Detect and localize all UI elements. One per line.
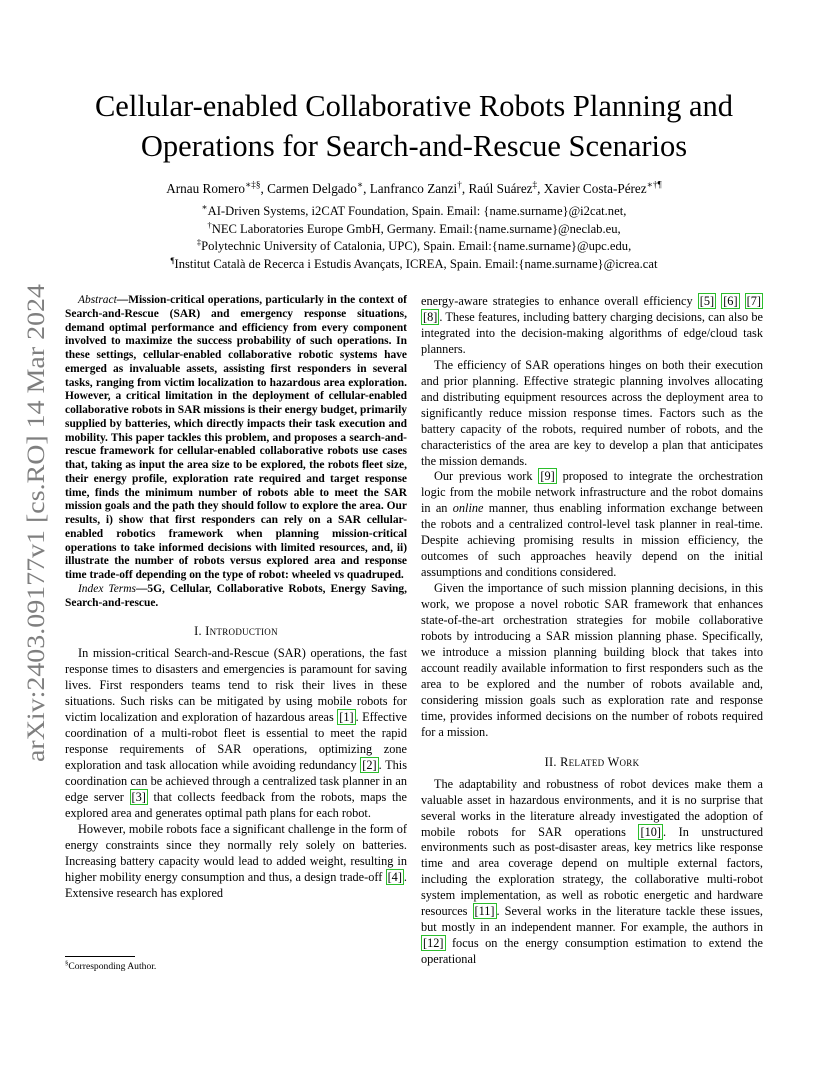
affiliation-mark: † (207, 219, 212, 230)
author-name: Lanfranco Zanzi (369, 181, 458, 196)
paper-title (70, 86, 758, 166)
author-mark: ∗†¶ (646, 179, 662, 190)
index-terms-text: —5G, Cellular, Collaborative Robots, Energy Saving, Search-and-rescue. (65, 582, 407, 609)
author-name: Xavier Costa-Pérez (543, 181, 647, 196)
paragraph-text: However, mobile robots face a significant challenge in the form of energy constraints since they normally rely solely on batteries. Increasing battery capacity would lead to added weight, resulting in higher mobility energy consumption and thus, a design trade-off (65, 821, 407, 884)
right-paragraph-0 (421, 294, 763, 358)
affiliation-list (70, 203, 758, 273)
citation-link[interactable]: [5] (699, 294, 715, 308)
arxiv-stamp-text: arXiv:2403.09177v1 [cs.RO] 14 Mar 2024 (21, 325, 50, 762)
citation-link[interactable]: [6] (723, 294, 738, 308)
author-mark: ∗‡§ (245, 179, 261, 190)
right-paragraph-3: Given the importance of such mission planning decisions, in this work, we propose a novel robotic SAR framework that enhances state-of-the-art orchestration strategies for mobile collaborative robots by introducing a SAR mission planning phase. Specifically, we introduce a mission planning building block that takes into account readily available information to first responders such as the area to be explored and the number of robots available and, considering mission goals such as exploration rate and response time, provides informed decisions on the number of robots required for a mission. (421, 581, 763, 739)
footnote-rule (65, 956, 135, 957)
affiliation-text: NEC Laboratories Europe GmbH, Germany. Email:{name.surname}@neclab.eu, (211, 221, 621, 236)
author-list: Arnau Romero∗‡§, Carmen Delgado∗, Lanfranco Zanzi†, Raúl Suárez‡, Xavier Costa-Pérez∗†¶ (166, 179, 662, 196)
paragraph-text: . Effective coordination of a multi-robot fleet is essential to meet the rapid response requirements of SAR operations, optimizing zone exploration and task allocation while avoiding redundancy (65, 710, 408, 772)
author-name: Raúl Suárez (468, 181, 533, 196)
citation-link[interactable]: [2] (362, 757, 377, 772)
affiliation (70, 221, 758, 239)
citation-link[interactable]: [9] (540, 469, 555, 484)
affiliation-text: AI-Driven Systems, i2CAT Foundation, Spain. Email: {name.surname}@i2cat.net, (207, 204, 627, 218)
paragraph-text: . These features, including battery charging decisions, can also be integrated into the decision-making algorithms of edge/cloud task planners. (421, 309, 763, 356)
paragraph-text: proposed to integrate the orchestration logic from the mobile network infrastructure and the robot domains in an (421, 469, 764, 516)
paragraph-text: In mission-critical Search-and-Rescue (SAR) operations, the fast response times to disasters and emergencies is paramount for saving lives. First responders teams tend to risk their lives in these situations. Such risks can be mitigated by using mobile robots for victim localization and exploration of hazardous areas (65, 646, 407, 725)
abstract-text: —Mission-critical operations, particularly in the context of Search-and-Rescue (SAR) and emergency response situations, demand optimal performance and efficiency from every component involved to maximize the success probability of such operations. In these settings, cellular-enabled collaborative robotic systems have emerged as invaluable assets, assisting first responders in several tasks, ranging from victim localization to hazardous area exploration. However, a critical limitation in the deployment of cellular-enabled collaborative robots in SAR missions is their energy budget, primarily supplied by batteries, which directly impacts their task execution and mobility. This paper tackles this problem, and proposes a search-and-rescue framework for cellular-enabled collaborative robots use cases that, taking as input the area size to be explored, the robots fleet size, their energy profile, exploration rate required and target response time, finds the minimum number of robots able to meet the SAR mission goals and the path they should follow to explore the area. Our results, i) show that first responders can rely on a SAR cellular-enabled robotics framework when planning mission-critical operations to take informed decisions with limited resources, and, ii) illustrate the number of robots versus explored area and response time trade-off depending on the type of robot: wheeled vs quadruped. (65, 294, 407, 581)
abstract (65, 294, 407, 583)
affiliation-mark: ‡ (196, 236, 202, 247)
title-line-1: Cellular-enabled Collaborative Robots Planning and (94, 89, 734, 123)
left-column (65, 294, 407, 901)
footnote (65, 961, 156, 972)
intro-paragraph-2 (65, 822, 407, 902)
abstract-label: Abstract (78, 294, 117, 306)
author-mark: ∗ (356, 179, 364, 190)
citation-link[interactable]: [3] (131, 789, 146, 804)
emphasis-text: online (452, 501, 484, 516)
affiliation-text: Institut Català de Recerca i Estudis Avançats, ICREA, Spain. Email:{name.surname}@icrea.cat (174, 256, 658, 271)
affiliation (70, 256, 758, 274)
section-heading-introduction: I. Introduction (194, 624, 278, 639)
paragraph-text: The adaptability and robustness of robot devices make them a valuable asset in hazardous environments, and it is no surprise that several works in the literature already investigated the adoption of mobile robots for SAR operations (421, 776, 763, 839)
citation-link[interactable]: [12] (423, 936, 444, 951)
affiliation (70, 203, 758, 221)
citation-link[interactable]: [8] (423, 309, 438, 324)
author-mark: ‡ (532, 179, 538, 190)
paragraph-text: manner, thus enabling information exchange between the robots and a centralized control-level task planner in real-time. Despite achieving promising results in mission efficiency, the outcomes of such approaches heavily depend on the initial assumptions and conditions considered. (421, 501, 763, 580)
right-paragraph-1: The efficiency of SAR operations hinges on both their execution and prior planning. Effective strategic planning involves allocating and distributing equipment resources across the deployment area to significantly reduce mission response times. Factors such as the battery capacity of the robots, required number of robots, and the characteristics of the area are key to develop a plan that anticipates the mission demands. (421, 357, 763, 468)
right-paragraph-2 (421, 469, 763, 581)
paragraph-text: energy-aware strategies to enhance overall efficiency (421, 294, 698, 308)
author-mark: † (457, 179, 462, 190)
paragraph-text: focus on the energy consumption estimation to extend the operational (421, 936, 763, 967)
footnote-text: Corresponding Author. (68, 961, 157, 972)
footnote-mark: § (65, 959, 69, 967)
paragraph-text: . This coordination can be achieved through a centralized task planner in an edge server (65, 757, 407, 804)
right-column (421, 294, 763, 968)
title-line-2: Operations for Search-and-Rescue Scenarios (140, 129, 688, 163)
intro-paragraph-1 (65, 646, 407, 821)
paragraph-text: that collects feedback from the robots, maps the explored area and generates optimal path plans for each robot. (65, 789, 407, 820)
paragraph-text: . Extensive research has explored (65, 869, 407, 900)
affiliation-mark: ¶ (170, 254, 175, 265)
paragraph-text: Our previous work (434, 469, 539, 484)
section-heading-related-work: II. Related Work (544, 754, 640, 769)
affiliation-text: Polytechnic University of Catalonia, UPC), Spain. Email:{name.surname}@upc.edu, (201, 239, 632, 253)
citation-link[interactable]: [4] (387, 869, 402, 884)
affiliation (70, 238, 758, 256)
author-name: Arnau Romero (166, 181, 246, 196)
arxiv-identifier-stamp (14, 282, 54, 762)
citation-link[interactable]: [11] (474, 904, 495, 919)
index-terms (65, 583, 407, 611)
citation-link[interactable]: [7] (746, 294, 762, 308)
author-name: Carmen Delgado (267, 181, 357, 196)
citation-link[interactable]: [10] (640, 824, 661, 839)
paragraph-text: . Several works in the literature tackle these issues, but mostly in an independent manner. For example, the authors in (421, 904, 764, 935)
related-work-paragraph (421, 777, 763, 968)
paragraph-text: . In unstructured environments such as post-disaster areas, key metrics like response time and area coverage depend on multiple external factors, including the exploration strategy, the collaborative multi-robot system implementation, as well as robotic energetic and hardware resources (421, 824, 764, 919)
citation-link[interactable]: [1] (339, 710, 354, 725)
affiliation-mark: ∗ (201, 201, 208, 212)
index-terms-label: Index Terms (78, 582, 136, 595)
